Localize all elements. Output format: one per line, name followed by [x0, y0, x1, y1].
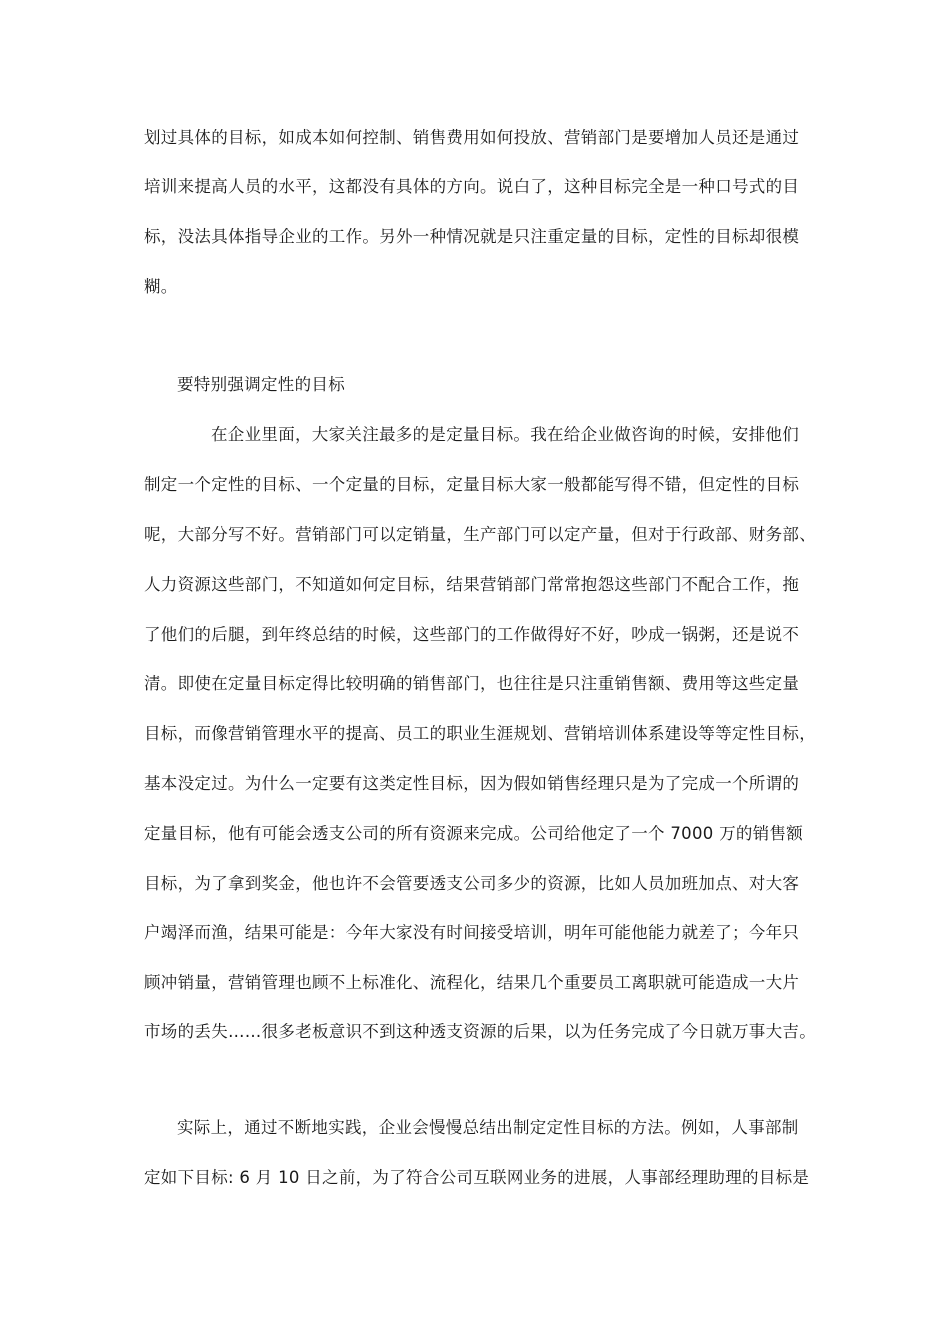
section-heading: 要特别强调定性的目标	[177, 375, 345, 394]
paragraph-line: 清。即使在定量目标定得比较明确的销售部门，也往往是只注重销售额、费用等这些定量	[144, 674, 800, 693]
paragraph-line: 了他们的后腿，到年终总结的时候，这些部门的工作做得好不好，吵成一锅粥，还是说不	[144, 625, 800, 644]
paragraph-line: 人力资源这些部门，不知道如何定目标，结果营销部门常常抱怨这些部门不配合工作，拖	[144, 575, 800, 594]
paragraph-line: 户竭泽而渔，结果可能是：今年大家没有时间接受培训，明年可能他能力就差了；今年只	[144, 923, 800, 942]
paragraph-line: 定量目标，他有可能会透支公司的所有资源来完成。公司给他定了一个 7000 万的销售额	[144, 824, 804, 843]
paragraph-line: 制定一个定性的目标、一个定量的目标，定量目标大家一般都能写得不错，但定性的目标	[144, 475, 800, 494]
paragraph-line: 实际上，通过不断地实践，企业会慢慢总结出制定定性目标的方法。例如，人事部制	[177, 1118, 799, 1137]
paragraph-line: 基本没定过。为什么一定要有这类定性目标，因为假如销售经理只是为了完成一个所谓的	[144, 774, 800, 793]
paragraph-line: 顾冲销量，营销管理也顾不上标准化、流程化，结果几个重要员工离职就可能造成一大片	[144, 973, 800, 992]
paragraph-line: 在企业里面，大家关注最多的是定量目标。我在给企业做咨询的时候，安排他们	[211, 425, 799, 444]
paragraph-line: 培训来提高人员的水平，这都没有具体的方向。说白了，这种目标完全是一种口号式的目	[144, 177, 800, 196]
paragraph-line: 市场的丢失……很多老板意识不到这种透支资源的后果，以为任务完成了今日就万事大吉。	[144, 1022, 816, 1041]
paragraph-line: 定如下目标: 6 月 10 日之前，为了符合公司互联网业务的进展，人事部经理助理的目标是	[144, 1168, 810, 1187]
paragraph-line: 标，没法具体指导企业的工作。另外一种情况就是只注重定量的目标，定性的目标却很模	[144, 227, 800, 246]
paragraph-line: 目标，而像营销管理水平的提高、员工的职业生涯规划、营销培训体系建设等等定性目标，	[144, 724, 816, 743]
paragraph-line: 目标，为了拿到奖金，他也许不会管要透支公司多少的资源，比如人员加班加点、对大客	[144, 874, 800, 893]
paragraph-line: 糊。	[144, 277, 178, 296]
paragraph-line: 划过具体的目标，如成本如何控制、销售费用如何投放、营销部门是要增加人员还是通过	[144, 128, 800, 147]
paragraph-line: 呢，大部分写不好。营销部门可以定销量，生产部门可以定产量，但对于行政部、财务部、	[144, 525, 816, 544]
